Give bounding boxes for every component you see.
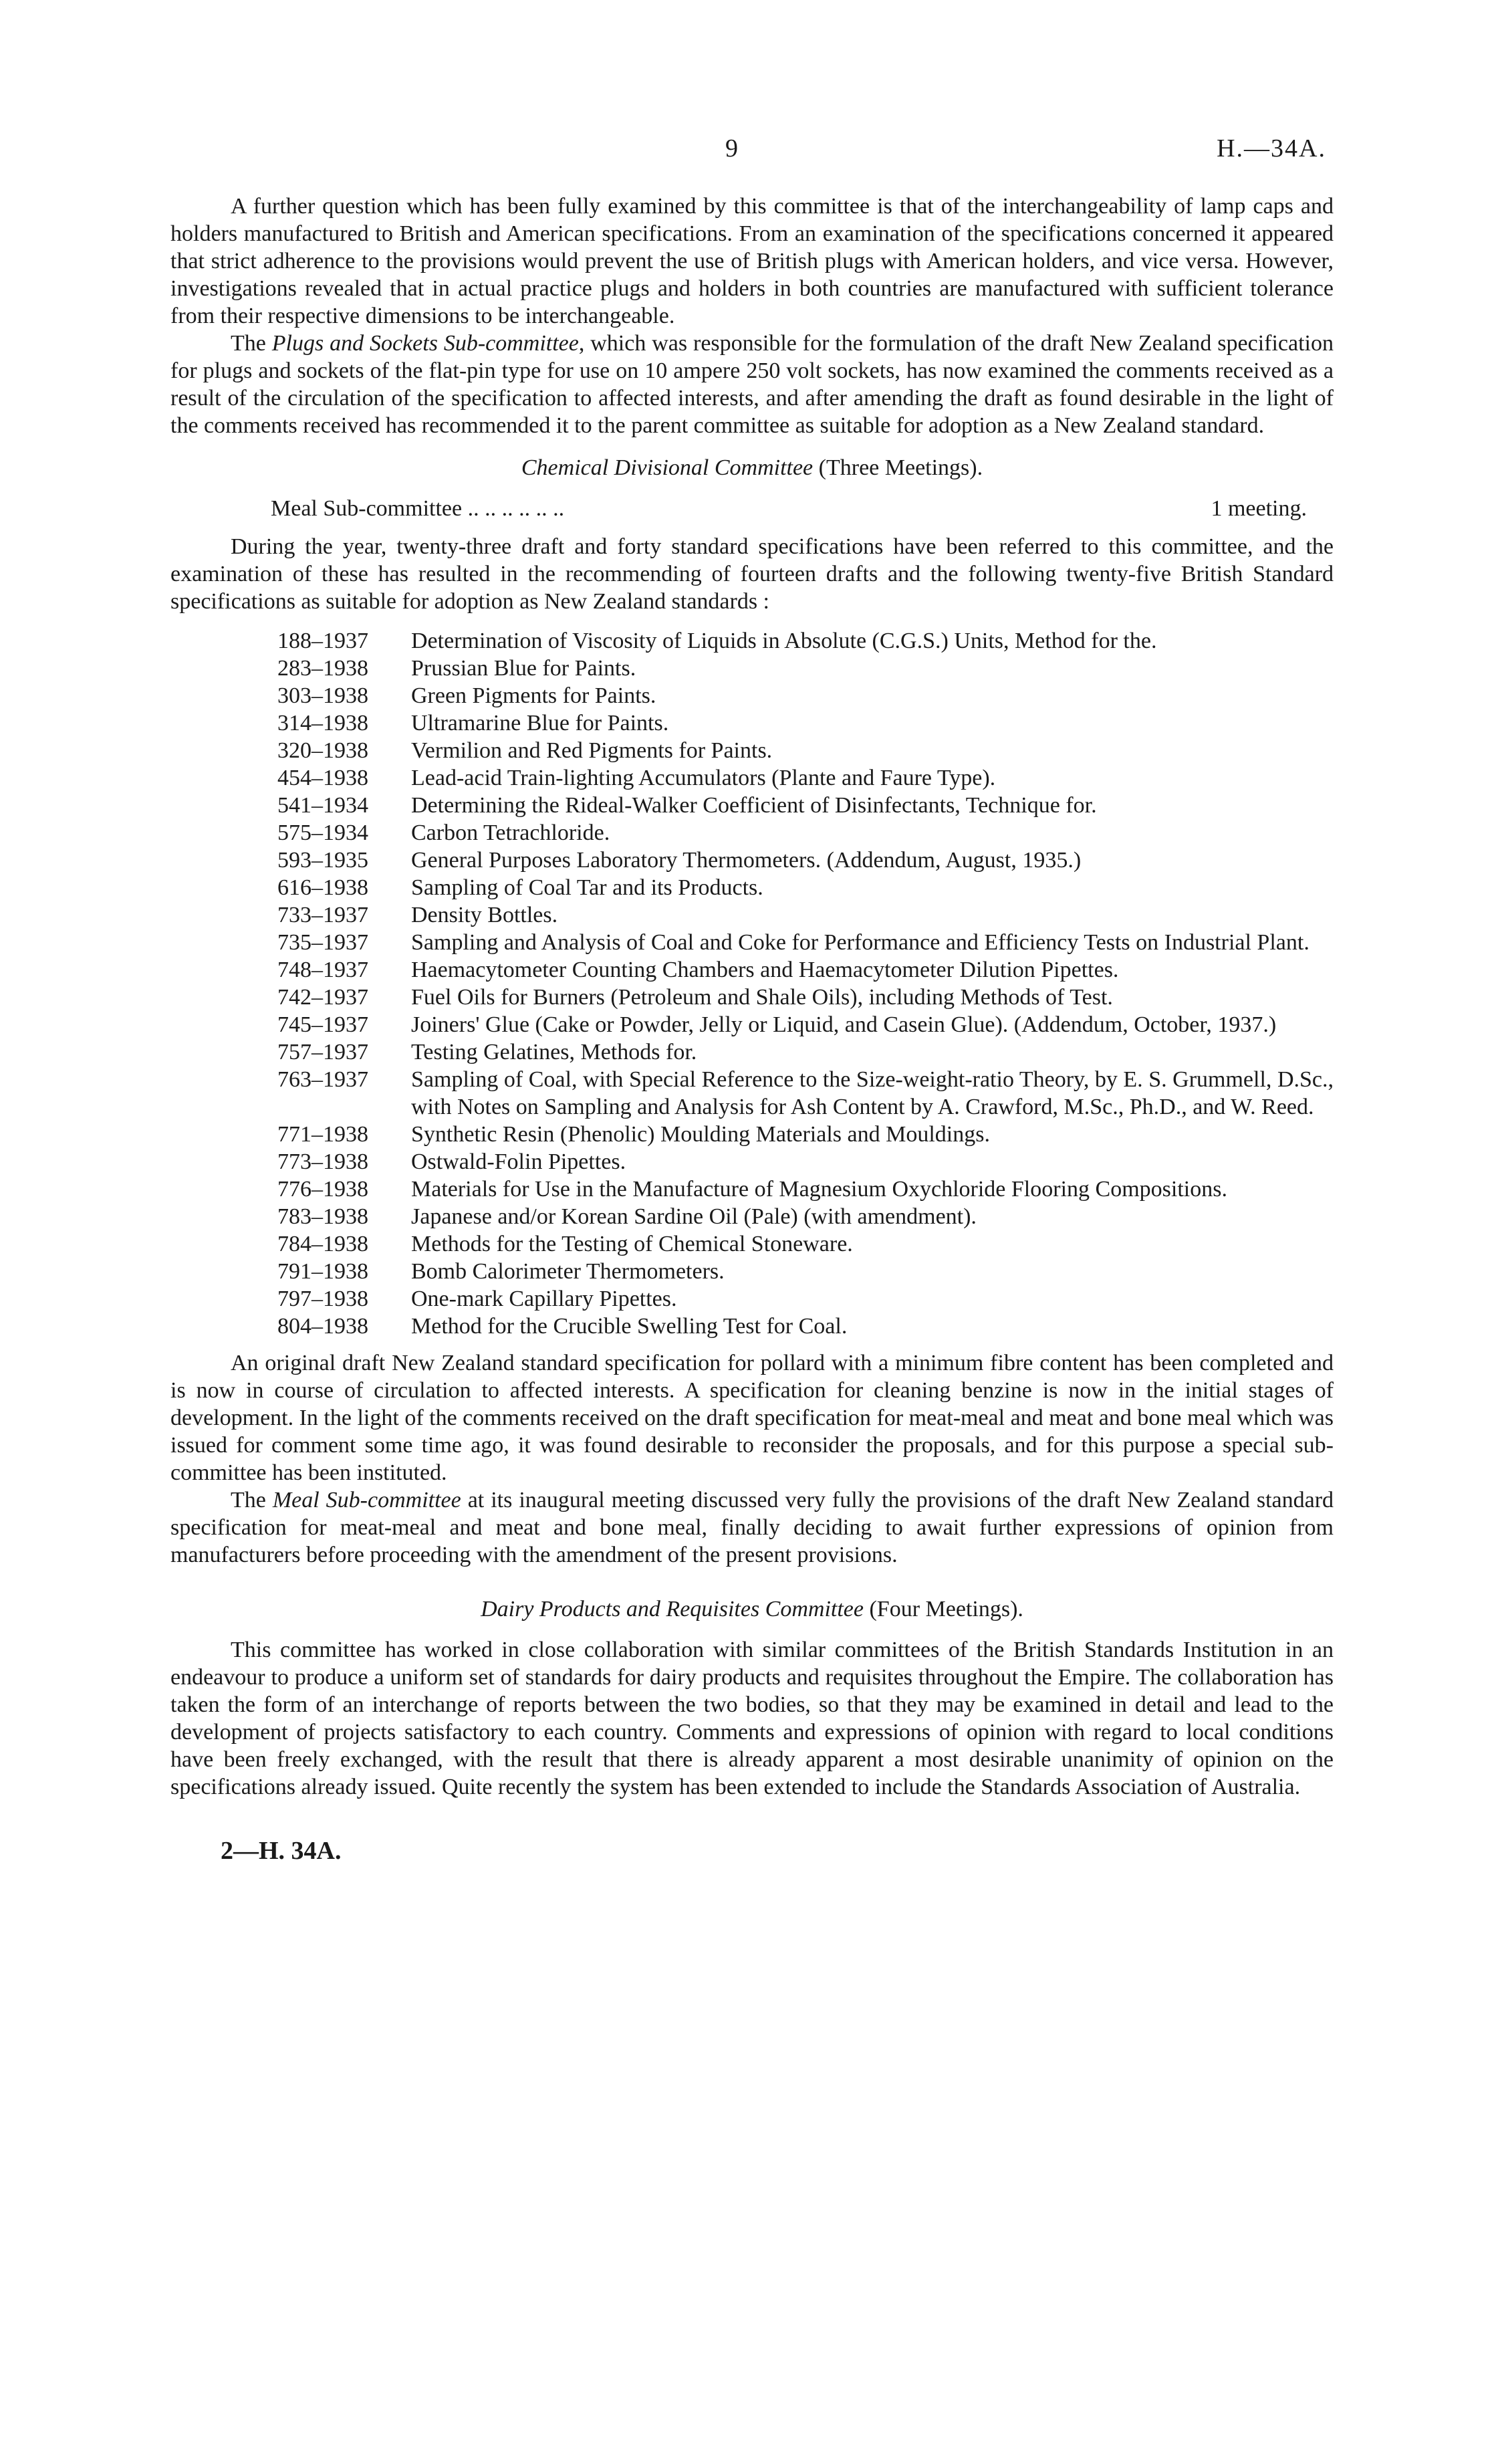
list-item xyxy=(277,764,1334,792)
standard-title: Prussian Blue for Paints. xyxy=(411,656,636,681)
standard-title: Sampling and Analysis of Coal and Coke for Performance and Efficiency Tests on Industrial Plant. xyxy=(411,930,1310,955)
paragraph-text: at its inaugural meeting discussed very fully the provisions of the draft New Zealand standard specification for meat-meal and meat and bone meal, finally deciding to await further expressions of opinion from manufacturers before proceeding with the amendment of the present provisions. xyxy=(170,1488,1334,1567)
standard-code: 320–1938 xyxy=(277,738,368,763)
paragraph-referrals: During the year, twenty-three draft and forty standard specifications have been referred to this committee, and the examination of these has resulted in the recommending of fourteen drafts and the following twenty-five British Standard specifications as suitable for adoption as New Zealand standards : xyxy=(170,534,1334,614)
standard-title: Sampling of Coal, with Special Reference to the Size-weight-ratio Theory, by E. S. Grummell, D.Sc., with Notes on Sampling and Analysis for Ash Content by A. Crawford, M.Sc., Ph.D., and W. Reed. xyxy=(411,1067,1334,1119)
list-item xyxy=(277,1038,1334,1066)
list-item xyxy=(277,737,1334,764)
paragraph-pollard: An original draft New Zealand standard specification for pollard with a minimum fibre content has been completed and is now in course of circulation to affected interests. A specification for cleaning benzine is now in the initial stages of development. In the light of the comments received on the draft specification for meat-meal and meat and bone meal which was issued for comment some time ago, it was found desirable to reconsider the proposals, and for this purpose a special sub-committee has been instituted. xyxy=(170,1351,1334,1485)
section-title: Dairy Products and Requisites Committee xyxy=(481,1597,864,1621)
list-item xyxy=(277,1313,1334,1340)
list-item xyxy=(277,1285,1334,1313)
list-item xyxy=(277,984,1334,1011)
standards-list xyxy=(170,627,1334,1340)
list-item xyxy=(277,956,1334,984)
list-item xyxy=(277,1121,1334,1148)
standard-title: Bomb Calorimeter Thermometers. xyxy=(411,1259,725,1284)
standard-title: Lead-acid Train-lighting Accumulators (Plante and Faure Type). xyxy=(411,766,996,790)
standard-title: Sampling of Coal Tar and its Products. xyxy=(411,875,763,900)
list-item xyxy=(277,1066,1334,1121)
standard-title: Determining the Rideal-Walker Coefficient of Disinfectants, Technique for. xyxy=(411,793,1097,818)
standard-code: 314–1938 xyxy=(277,711,368,736)
paragraph-text: The xyxy=(231,331,272,356)
standard-title: Japanese and/or Korean Sardine Oil (Pale) (with amendment). xyxy=(411,1204,977,1229)
standard-code: 804–1938 xyxy=(277,1314,368,1339)
standard-title: Joiners' Glue (Cake or Powder, Jelly or Liquid, and Casein Glue). (Addendum, October, 1937.) xyxy=(411,1012,1277,1037)
standard-code: 742–1937 xyxy=(277,985,368,1010)
list-item xyxy=(277,682,1334,709)
standard-code: 773–1938 xyxy=(277,1149,368,1174)
list-item xyxy=(277,792,1334,819)
standard-code: 575–1934 xyxy=(277,820,368,845)
committee-name: Meal Sub-committee xyxy=(272,1488,461,1513)
paragraph-text: , which was responsible for the formulation of the draft New Zealand specification for plugs and sockets of the flat-pin type for use on 10 ampere 250 volt sockets, has now examined the comments received as a result of the circulation of the specification to affected interests, and after amending the draft as found desirable in the light of the comments received has recommended it to the parent committee as suitable for adoption as a New Zealand standard. xyxy=(170,331,1334,438)
list-item xyxy=(277,1148,1334,1175)
list-item xyxy=(277,627,1334,655)
standard-code: 303–1938 xyxy=(277,683,368,708)
paragraph-lamp-caps: A further question which has been fully examined by this committee is that of the interchangeability of lamp caps and holders manufactured to British and American specifications. From an examination of the specifications concerned it appeared that strict adherence to the provisions would prevent the use of British plugs with American holders, and vice versa. However, investigations revealed that in actual practice plugs and holders in both countries are manufactured with sufficient tolerance from their respective dimensions to be interchangeable. xyxy=(170,194,1334,328)
standard-code: 771–1938 xyxy=(277,1122,368,1147)
footer-signature: 2—H. 34A. xyxy=(221,1837,342,1865)
standard-title: Carbon Tetrachloride. xyxy=(411,820,610,845)
section-meetings: (Four Meetings). xyxy=(863,1597,1023,1621)
standard-title: Fuel Oils for Burners (Petroleum and Shale Oils), including Methods of Test. xyxy=(411,985,1113,1010)
standard-title: Determination of Viscosity of Liquids in Absolute (C.G.S.) Units, Method for the. xyxy=(411,629,1157,653)
standard-title: Vermilion and Red Pigments for Paints. xyxy=(411,738,773,763)
standard-title: Ostwald-Folin Pipettes. xyxy=(411,1149,626,1174)
standard-title: Density Bottles. xyxy=(411,903,558,927)
standard-title: Ultramarine Blue for Paints. xyxy=(411,711,669,736)
standard-title: General Purposes Laboratory Thermometers. (Addendum, August, 1935.) xyxy=(411,848,1082,873)
page-reference: H.—34A. xyxy=(1217,134,1326,162)
standard-title: Method for the Crucible Swelling Test for Coal. xyxy=(411,1314,848,1339)
standard-title: Testing Gelatines, Methods for. xyxy=(411,1040,697,1065)
list-item xyxy=(277,874,1334,901)
standard-title: One-mark Capillary Pipettes. xyxy=(411,1286,677,1311)
standard-code: 783–1938 xyxy=(277,1204,368,1229)
list-item xyxy=(277,1175,1334,1203)
standard-code: 784–1938 xyxy=(277,1232,368,1256)
page-header xyxy=(0,134,1492,174)
standard-code: 454–1938 xyxy=(277,766,368,790)
standard-title: Green Pigments for Paints. xyxy=(411,683,656,708)
list-item xyxy=(277,819,1334,847)
standard-title: Haemacytometer Counting Chambers and Haemacytometer Dilution Pipettes. xyxy=(411,958,1119,982)
list-item xyxy=(277,1258,1334,1285)
standard-code: 791–1938 xyxy=(277,1259,368,1284)
list-item xyxy=(277,1011,1334,1038)
standard-code: 541–1934 xyxy=(277,793,368,818)
standard-code: 745–1937 xyxy=(277,1012,368,1037)
standard-title: Synthetic Resin (Phenolic) Moulding Materials and Mouldings. xyxy=(411,1122,990,1147)
paragraph-meal-subcommittee xyxy=(170,1486,1334,1569)
paragraph-dairy-collaboration: This committee has worked in close collaboration with similar committees of the British Standards Institution in an endeavour to produce a uniform set of standards for dairy products and requisites throughout the Empire. The collaboration has taken the form of an interchange of reports between the two bodies, so that they may be examined in detail and lead to the development of projects satisfactory to each country. Comments and expressions of opinion with regard to local conditions have been freely exchanged, with the result that there is already apparent a most desirable unanimity of opinion on the specifications already issued. Quite recently the system has been extended to include the Standards Association of Australia. xyxy=(170,1638,1334,1799)
list-item xyxy=(277,655,1334,682)
standard-code: 776–1938 xyxy=(277,1177,368,1202)
list-item xyxy=(277,901,1334,929)
standard-code: 735–1937 xyxy=(277,930,368,955)
list-item xyxy=(277,847,1334,874)
standard-code: 188–1937 xyxy=(277,629,368,653)
paragraph-plugs-sockets xyxy=(170,330,1334,439)
standard-code: 733–1937 xyxy=(277,903,368,927)
list-item xyxy=(277,929,1334,956)
paragraph-text: The xyxy=(231,1488,273,1513)
meal-meeting-row xyxy=(170,495,1334,522)
standard-code: 593–1935 xyxy=(277,848,368,873)
standard-title: Methods for the Testing of Chemical Stoneware. xyxy=(411,1232,853,1256)
meeting-label: Meal Sub-committee .. .. .. .. .. .. xyxy=(271,496,565,521)
standard-code: 797–1938 xyxy=(277,1286,368,1311)
page-body xyxy=(170,193,1334,1865)
standard-code: 616–1938 xyxy=(277,875,368,900)
committee-name: Plugs and Sockets Sub-committee xyxy=(271,331,579,356)
section-meetings: (Three Meetings). xyxy=(813,455,983,480)
standard-title: Materials for Use in the Manufacture of Magnesium Oxychloride Flooring Compositions. xyxy=(411,1177,1227,1202)
page-number: 9 xyxy=(725,134,738,162)
section-heading-chemical xyxy=(170,454,1334,481)
section-heading-dairy xyxy=(170,1595,1334,1623)
list-item xyxy=(277,709,1334,737)
section-title: Chemical Divisional Committee xyxy=(521,455,814,480)
list-item xyxy=(277,1203,1334,1230)
standard-code: 283–1938 xyxy=(277,656,368,681)
standard-code: 748–1937 xyxy=(277,958,368,982)
list-item xyxy=(277,1230,1334,1258)
standard-code: 757–1937 xyxy=(277,1040,368,1065)
meeting-count: 1 meeting. xyxy=(1211,496,1307,521)
standard-code: 763–1937 xyxy=(277,1067,368,1092)
